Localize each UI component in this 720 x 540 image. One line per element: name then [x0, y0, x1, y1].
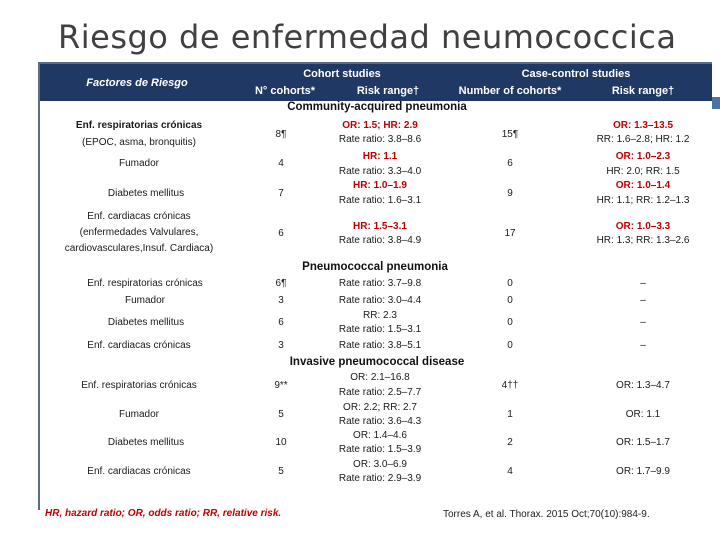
- cohort-rate: Rate ratio: 3.8–4.9: [338, 235, 422, 246]
- cohort-count: 8¶: [275, 129, 287, 140]
- factor-name: Enf. cardiacas crónicas: [87, 466, 191, 477]
- cohort-rate: Rate ratio: 1.5–3.9: [338, 444, 422, 455]
- factor-name: Diabetes mellitus: [107, 188, 185, 199]
- factor-name: Enf. respiratorias crónicas: [75, 120, 203, 131]
- case-count: 0: [507, 278, 513, 289]
- cohort-risk: OR: 3.0–6.9: [353, 459, 407, 470]
- cohort-rate: Rate ratio: 3.8–8.6: [338, 134, 422, 145]
- factor-name: Enf. cardiacas crónicas: [87, 340, 191, 351]
- cohort-rate: Rate ratio: 1.6–3.1: [338, 195, 422, 206]
- cohort-count: 5: [278, 466, 284, 477]
- factor-name: Fumador: [118, 158, 160, 169]
- case-rate: HR: 2.0; RR: 1.5: [606, 166, 680, 177]
- cohort-rate: Rate ratio: 3.6–4.3: [338, 416, 422, 427]
- case-rate: HR: 1.3; RR: 1.3–2.6: [596, 235, 690, 246]
- cohort-count: 3: [278, 295, 284, 306]
- cohort-count: 6: [278, 317, 284, 328]
- section-title-ipd: Invasive pneumococcal disease: [289, 356, 465, 368]
- cohort-rate: Rate ratio: 2.5–7.7: [338, 387, 422, 398]
- case-risk: OR: 1.0–3.3: [615, 221, 671, 232]
- case-count: 15¶: [501, 129, 519, 140]
- case-risk: –: [640, 317, 646, 328]
- factor-name: Diabetes mellitus: [107, 437, 185, 448]
- header-cohort-n: N° cohorts*: [254, 85, 316, 97]
- factor-name: Fumador: [124, 295, 166, 306]
- factor-name: Fumador: [118, 409, 160, 420]
- case-risk: OR: 1.3–4.7: [616, 380, 670, 391]
- case-count: 1: [507, 409, 513, 420]
- factor-name: Enf. respiratorias crónicas: [87, 278, 203, 289]
- cohort-risk: HR: 1.1: [362, 151, 398, 162]
- cohort-rate: Rate ratio: 3.8–5.1: [338, 340, 422, 351]
- header-case-risk: Risk range†: [611, 85, 675, 97]
- case-risk: OR: 1.3–13.5: [612, 120, 674, 131]
- cohort-rate: Rate ratio: 1.5–3.1: [338, 324, 422, 335]
- header-cohort-group: Cohort studies: [303, 68, 381, 80]
- case-count: 0: [507, 340, 513, 351]
- case-rate: RR: 1.6–2.8; HR: 1.2: [596, 134, 690, 145]
- case-count: 2: [507, 437, 513, 448]
- case-count: 9: [507, 188, 513, 199]
- case-rate: HR: 1.1; RR: 1.2–1.3: [596, 195, 690, 206]
- left-rule: [38, 62, 40, 510]
- cohort-count: 3: [278, 340, 284, 351]
- case-risk: OR: 1.0–1.4: [615, 180, 671, 191]
- case-count: 0: [507, 295, 513, 306]
- cohort-rate: Rate ratio: 3.7–9.8: [338, 278, 422, 289]
- header-case-n: Number of cohorts*: [458, 85, 562, 97]
- cohort-rate: Rate ratio: 3.3–4.0: [338, 166, 422, 177]
- cohort-rate: Rate ratio: 2.9–3.9: [338, 473, 422, 484]
- header-factors: Factores de Riesgo: [86, 77, 188, 89]
- factor-detail: (EPOC, asma, bronquitis): [82, 137, 196, 148]
- section-title-pp: Pneumococcal pneumonia: [302, 261, 448, 273]
- case-count: 4: [507, 466, 513, 477]
- factor-name: Enf. respiratorias crónicas: [81, 380, 197, 391]
- case-risk: OR: 1.5–1.7: [616, 437, 670, 448]
- accent-bar: [712, 97, 720, 109]
- footnote-reference: Torres A, et al. Thorax. 2015 Oct;70(10):984-9.: [443, 509, 650, 520]
- case-risk: OR: 1.7–9.9: [616, 466, 670, 477]
- cohort-risk: RR: 2.3: [363, 310, 397, 321]
- case-risk: –: [640, 340, 646, 351]
- cohort-count: 7: [278, 188, 284, 199]
- factor-detail: cardiovasculares,Insuf. Cardiaca): [64, 243, 214, 254]
- footnote-abbreviations: HR, hazard ratio; OR, odds ratio; RR, relative risk.: [45, 508, 282, 519]
- cohort-count: 6¶: [275, 278, 287, 289]
- factor-name: Diabetes mellitus: [107, 317, 185, 328]
- case-risk: OR: 1.0–2.3: [615, 151, 671, 162]
- cohort-risk: OR: 1.4–4.6: [353, 430, 407, 441]
- header-cohort-risk: Risk range†: [356, 85, 420, 97]
- case-count: 17: [504, 228, 516, 239]
- cohort-count: 6: [278, 228, 284, 239]
- cohort-count: 5: [278, 409, 284, 420]
- case-risk: –: [640, 295, 646, 306]
- factor-detail: (enfermedades Valvulares,: [79, 227, 199, 238]
- cohort-rate: Rate ratio: 3.0–4.4: [338, 295, 422, 306]
- cohort-count: 4: [278, 158, 284, 169]
- cohort-risk: HR: 1.5–3.1: [353, 221, 407, 232]
- section-title-cap: Community-acquired pneumonia: [287, 101, 467, 113]
- case-count: 4††: [501, 380, 519, 391]
- cohort-risk: OR: 2.1–16.8: [350, 372, 410, 383]
- cohort-count: 10: [275, 437, 287, 448]
- case-risk: OR: 1.1: [625, 409, 661, 420]
- cohort-risk: OR: 2.2; RR: 2.7: [343, 402, 417, 413]
- case-risk: –: [640, 278, 646, 289]
- cohort-risk: HR: 1.0–1.9: [353, 180, 407, 191]
- header-case-group: Case-control studies: [521, 68, 631, 80]
- slide-title: Riesgo de enfermedad neumococcica: [58, 18, 677, 56]
- factor-name: Enf. cardiacas crónicas: [87, 211, 191, 222]
- case-count: 6: [507, 158, 513, 169]
- case-count: 0: [507, 317, 513, 328]
- cohort-risk: OR: 1.5; HR: 2.9: [342, 120, 418, 131]
- cohort-count: 9**: [274, 380, 288, 391]
